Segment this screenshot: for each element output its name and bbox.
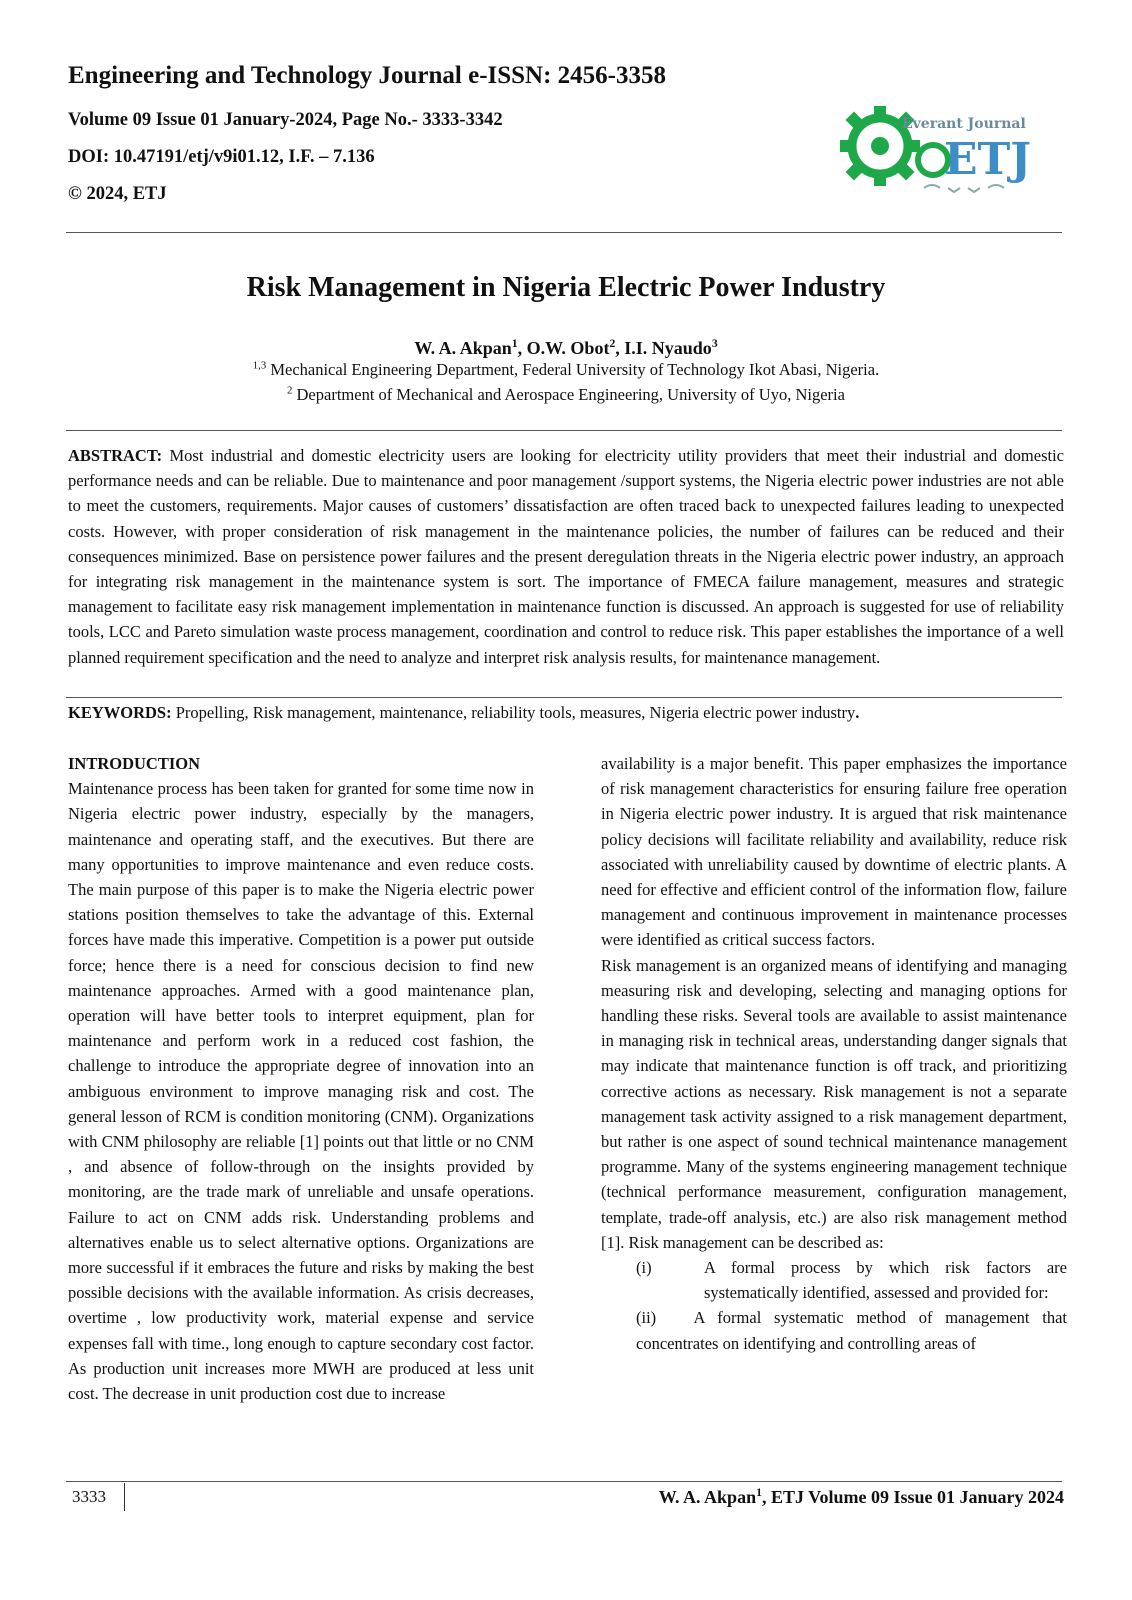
footer-rule xyxy=(66,1481,1062,1482)
footer-author: W. A. Akpan xyxy=(658,1487,757,1507)
logo-text: Everant Journal xyxy=(902,116,1026,132)
abstract-text: Most industrial and domestic electricity users are looking for electricity utility providers that meet their industrial and domestic performance needs and can be reliable. Due to maintenance and poor management /support systems, the Nigeria electric power industries are not able to meet the customers, requirements. Major causes of customers’ dissatisfaction are often traced back to unexpected failures leading to unexpected costs. However, with proper consideration of risk management in the maintenance policies, the number of failures can be reduced and their consequences minimized. Base on persistence power failures and the present deregulation threats in the Nigeria electric power industry, an approach for integrating risk management in the maintenance system is sort. The importance of FMECA failure management, measures and strategic management to facilitate easy risk management implementation in maintenance function is discussed. An approach is suggested for use of reliability tools, LCC and Pareto simulation waste process management, coordination and control to reduce risk. This paper establishes the importance of a well planned requirement specification and the need to analyze and interpret risk analysis results, for maintenance management. xyxy=(68,446,1064,667)
list-item-number: (i) xyxy=(636,1258,652,1278)
author-3: , I.I. Nyaudo xyxy=(615,338,712,358)
keywords-text: Propelling, Risk management, maintenance, reliability tools, measures, Nigeria electric power industry xyxy=(171,703,856,722)
keywords-label: KEYWORDS: xyxy=(68,703,172,722)
abstract xyxy=(68,443,1064,670)
header-rule xyxy=(66,232,1062,233)
list-item-text: A formal process by which risk factors are systematically identified, assessed and provided for: xyxy=(704,1258,1067,1303)
running-footer xyxy=(659,1487,1064,1508)
footer-journal: , ETJ Volume 09 Issue 01 January 2024 xyxy=(761,1487,1064,1507)
list-item xyxy=(601,1255,1067,1305)
author-1: W. A. Akpan xyxy=(414,338,512,358)
left-column xyxy=(68,751,534,1406)
footer-author-sup: 1 xyxy=(756,1486,762,1499)
author-3-sup: 3 xyxy=(711,337,718,350)
affiliation-1-text: Mechanical Engineering Department, Federal University of Technology Ikot Abasi, Nigeria. xyxy=(266,360,880,379)
affiliation-1 xyxy=(0,360,1132,380)
page-number: 3333 xyxy=(72,1487,106,1506)
logo-letters: ETJ xyxy=(944,134,1032,185)
journal-name: Engineering and Technology Journal e-ISSN: 2456-3358 xyxy=(68,62,667,89)
copyright: © 2024, ETJ xyxy=(68,184,167,204)
paper-title: Risk Management in Nigeria Electric Power Industry xyxy=(246,272,886,303)
list-item-text: A formal systematic method of management that concentrates on identifying and controlling areas of xyxy=(636,1308,1067,1353)
intro-paragraph-2: availability is a major benefit. This paper emphasizes the importance of risk management characteristics for ensuring failure free operation in Nigeria electric power industry. It is argued that risk maintenance policy decisions will facilitate reliability and availability, reduce risk associated with unreliability caused by downtime of electric plants. A need for effective and efficient control of the information flow, failure management and continuous improvement in maintenance processes were identified as critical success factors. xyxy=(601,754,1067,950)
author-1-sup: 1 xyxy=(511,337,518,350)
list-item-number: (ii) xyxy=(636,1308,657,1328)
affiliation-2-text: Department of Mechanical and Aerospace Engineering, University of Uyo, Nigeria xyxy=(292,385,845,404)
affiliation-1-sup: 1,3 xyxy=(252,359,267,372)
affiliation-2 xyxy=(0,385,1132,405)
intro-paragraph-1: Maintenance process has been taken for granted for some time now in Nigeria electric power industry, especially by the managers, maintenance and operating staff, and the executives. But there are many opportunities to improve maintenance and even reduce costs. The main purpose of this paper is to make the Nigeria electric power stations position themselves to take the advantage of this. External forces have made this imperative. Competition is a power put outside force; hence there is a need for conscious decision to find new maintenance approaches. Armed with a good maintenance plan, operation will have better tools to interpret equipment, plan for maintenance and perform work in a reduced cost fashion, the challenge to introduce the appropriate degree of innovation into an ambiguous environment to improve managing risk and cost. The general lesson of RCM is condition monitoring (CNM). Organizations with CNM philosophy are reliable [1] points out that little or no CNM , and absence of follow-through on the insights provided by monitoring, are the trade mark of unreliable and unsafe operations. Failure to act on CNM adds risk. Understanding problems and alternatives enable us to select alternative options. Organizations are more successful if it embraces the future and risks by making the best possible decisions with the available information. As crisis decreases, overtime , low productivity work, material expense and service expenses fall with time., long enough to capture secondary cost factor. As production unit increases more MWH are produced at less unit cost. The decrease in unit production cost due to increase xyxy=(68,779,534,1404)
list-item xyxy=(601,1305,1067,1355)
footer-separator xyxy=(124,1483,125,1511)
author-2: , O.W. Obot xyxy=(517,338,610,358)
author-line xyxy=(0,338,1132,359)
keywords: KEYWORDS: Propelling, Risk management, maintenance, reliability tools, measures, Nigeria electric power industry. xyxy=(68,703,860,722)
journal-header xyxy=(68,62,666,221)
right-column xyxy=(601,751,1067,1356)
author-2-sup: 2 xyxy=(609,337,616,350)
etj-logo xyxy=(828,96,1038,202)
doi-info: DOI: 10.47191/etj/v9i01.12, I.F. – 7.136 xyxy=(68,147,375,167)
abstract-top-rule xyxy=(66,430,1062,431)
page-footer xyxy=(68,1483,1064,1513)
abstract-label: ABSTRACT: xyxy=(68,446,163,465)
section-heading: INTRODUCTION xyxy=(68,754,201,773)
affiliation-2-sup: 2 xyxy=(287,384,293,397)
abstract-bottom-rule xyxy=(66,697,1062,698)
intro-paragraph-3: Risk management is an organized means of identifying and managing measuring risk and developing, selecting and managing options for handling these risks. Several tools are available to assist maintenance in managing risk in technical areas, understanding danger signals that may indicate that maintenance function is off track, and prioritizing corrective actions as necessary. Risk management is not a separate management task activity assigned to a risk management department, but rather is one aspect of sound technical maintenance management programme. Many of the systems engineering management technique (technical performance measurement, configuration management, template, trade-off analysis, etc.) are also risk management method [1]. Risk management can be described as: xyxy=(601,955,1067,1252)
volume-info: Volume 09 Issue 01 January-2024, Page No.- 3333-3342 xyxy=(68,110,503,130)
